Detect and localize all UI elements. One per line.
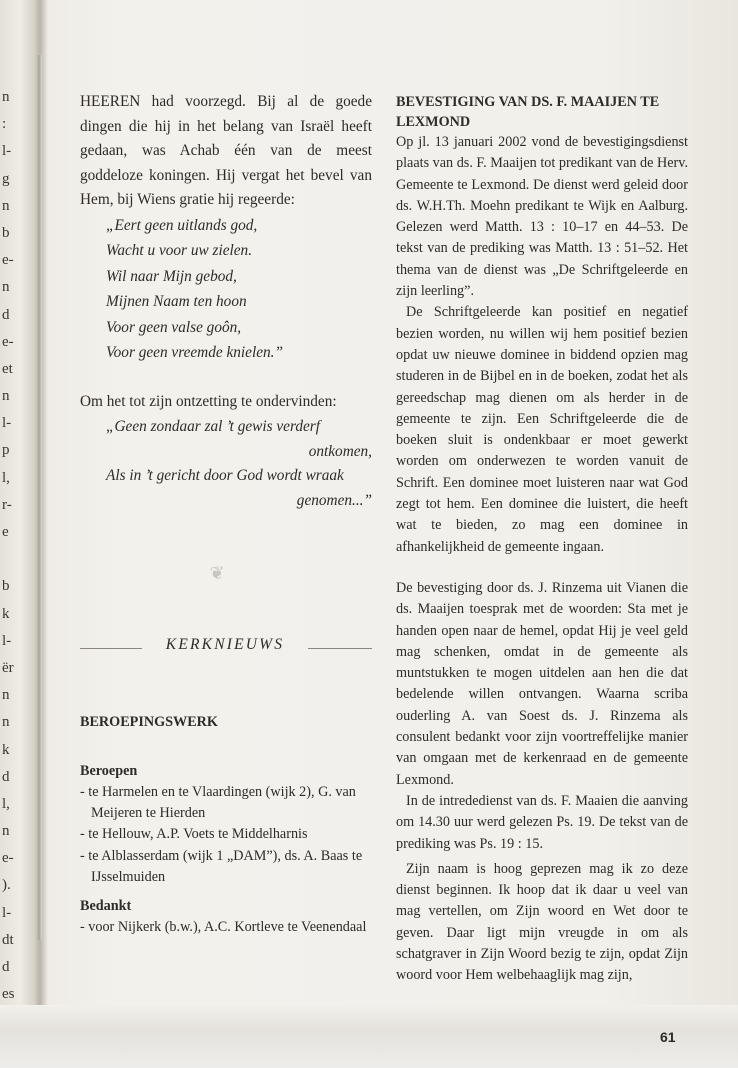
page-number: 61 (660, 1029, 676, 1045)
margin-fragment: ). (2, 877, 11, 894)
poem-line: Voor geen vreemde knielen.” (106, 344, 283, 361)
margin-fragment: dt (2, 931, 14, 948)
bedankt-section (80, 896, 372, 938)
margin-fragment: k (2, 741, 10, 758)
poem-line: Als in ’t gericht door God wordt wraak (106, 467, 344, 485)
poem-line: Wil naar Mijn gebod, (106, 267, 237, 285)
margin-fragment: l- (2, 143, 12, 160)
margin-fragment: e- (2, 252, 14, 269)
list-item: - te Hellouw, A.P. Voets te Middelharnis (80, 826, 308, 843)
poem-line: ontkomen, (308, 442, 372, 460)
poem-quote-2 (80, 415, 372, 513)
margin-fragment: l- (2, 415, 12, 432)
poem-line: Voor geen valse goôn, (106, 318, 242, 336)
section-title-text: KERKNIEUWS (165, 636, 285, 653)
intro-paragraph: HEEREN had voorzegd. Bij al de goede dingen die hij in het belang van Israël heeft gedaan, was Achab één van de meest goddeloze koningen. Hij vergat het bevel van Hem, bij Wiens gratie hij regeerde: (80, 93, 372, 209)
margin-fragment: e- (2, 850, 14, 867)
margin-fragment: b (2, 224, 10, 241)
margin-fragment: l, (2, 795, 10, 812)
article-paragraph: In de intrededienst van ds. F. Maaien die aanving om 14.30 uur werd gelezen Ps. 19. De tekst van de prediking was Ps. 19 : 15. (396, 792, 688, 852)
margin-fragment: l, (2, 469, 10, 486)
margin-fragment: n (2, 279, 10, 296)
margin-fragment: e- (2, 333, 14, 350)
margin-fragment: es (2, 986, 15, 1003)
margin-fragment: g (2, 170, 10, 187)
margin-fragment: n (2, 197, 10, 214)
margin-fragment: b (2, 578, 10, 595)
margin-fragment: r- (2, 496, 12, 513)
book-spine (36, 55, 42, 940)
margin-fragment: et (2, 360, 13, 377)
margin-fragment: n (2, 89, 10, 105)
margin-fragment: p (2, 442, 10, 459)
article-paragraph: De Schriftgeleerde kan positief en negatief bezien worden, nu willen wij hem positief bezien opdat uw nieuwe dominee in biddend opzien mag studeren in de Bijbel en in de boeken, zodat het als gereedschap mag dienen om als herder in de gemeente te zijn. Een Schriftgeleerde die de boeken sluit is ondenkbaar er moet gewerkt worden om onderwezen te worden vanuit de Schrift. Een dominee moet luisteren naar wat God zegt tot hem. Een dominee die luistert, die heeft wat te bieden, zo mag een dominee in afhankelijkheid de gemeente ingaan. (396, 304, 688, 555)
poem-quote-1 (80, 213, 372, 365)
margin-fragment: l- (2, 632, 12, 649)
margin-fragment: d (2, 306, 10, 323)
page-bottom-edge (0, 1005, 738, 1068)
bedankt-label: Bedankt (80, 898, 132, 914)
margin-fragment: ër (2, 659, 14, 676)
poem-line: „Eert geen uitlands god, (106, 216, 258, 234)
margin-fragment: : (2, 116, 7, 133)
poem-line: Mijnen Naam ten hoon (106, 293, 247, 311)
article-heading: BEVESTIGING VAN DS. F. MAAIJEN TE LEXMOND (396, 94, 660, 130)
article-paragraph: Op jl. 13 januari 2002 vond de bevestigingsdienst plaats van ds. F. Maaijen tot predikant van de Herv. Gemeente te Lexmond. De dienst werd geleid door ds. W.H.Th. Moehn predikant te Wijk en Aalburg. Gelezen werd Matth. 13 : 10–17 en 44–53. De tekst van de prediking was Matth. 13 : 51–52. Het thema van de dienst was „De Schriftgeleerde en zijn leerling”. (396, 134, 688, 300)
margin-fragment: k (2, 605, 10, 622)
margin-fragment: n (2, 714, 10, 731)
margin-fragment: d (2, 959, 10, 975)
previous-page-edge-text (2, 84, 24, 1008)
margin-fragment: l- (2, 904, 12, 921)
margin-fragment: n (2, 687, 10, 704)
beroepingswerk-heading: BEROEPINGSWERK (80, 714, 218, 730)
poem-line: genomen...” (296, 491, 372, 509)
list-item: - te Alblasserdam (wijk 1 „DAM”), ds. A. Baas te IJsselmuiden (80, 847, 363, 885)
margin-fragment: d (2, 768, 10, 785)
list-item: - voor Nijkerk (b.w.), A.C. Kortleve te Veenendaal (80, 919, 367, 935)
article-paragraph: Zijn naam is hoog geprezen mag ik zo deze dienst beginnen. Ik hoop dat ik daar u veel van mag vertellen, om Zijn woord en Wet door te geven. Daar ligt mijn vreugde in om als schatgraver in Zijn Woord bezig te zijn, opdat Zijn woord voor Hem welbehaaglijk mag zijn, (396, 860, 688, 984)
article-paragraph: De bevestiging door ds. J. Rinzema uit Vianen die ds. Maaijen toesprak met de woorden: Sta met je handen open naar de hemel, opdat Hij je veel geld mag schenken, omdat in de gemeente als muntstukken te mogen uitdelen aan hen die dat bedelende willen ontvangen. Waarna scriba ouderling A. van Soest ds. J. Rinzema als consulent bedankt voor zijn voortreffelijke manier van omgaan met de kerkenraad en de gemeente Lexmond. (396, 579, 688, 788)
poem-intro-line: Om het tot zijn ontzetting te ondervinden: (80, 393, 337, 411)
title-rule-left (80, 648, 142, 649)
section-title-kerknieuws (80, 636, 372, 656)
poem-line: „Geen zondaar zal ’t gewis verderf (106, 418, 320, 435)
margin-fragment: n (2, 388, 10, 405)
poem-line: Wacht u voor uw zielen. (106, 242, 253, 260)
beroepingswerk-section (80, 712, 372, 888)
margin-fragment: e (2, 524, 9, 540)
flourish-ornament-icon: ❦ (209, 563, 225, 583)
list-item: - te Harmelen en te Vlaardingen (wijk 2), G. van Meijeren te Hierden (80, 784, 356, 822)
title-rule-right (308, 648, 372, 649)
margin-fragment (2, 546, 24, 573)
right-column (396, 93, 688, 987)
margin-fragment: n (2, 823, 10, 840)
left-column (80, 90, 372, 513)
beroepen-label: Beroepen (80, 763, 138, 779)
